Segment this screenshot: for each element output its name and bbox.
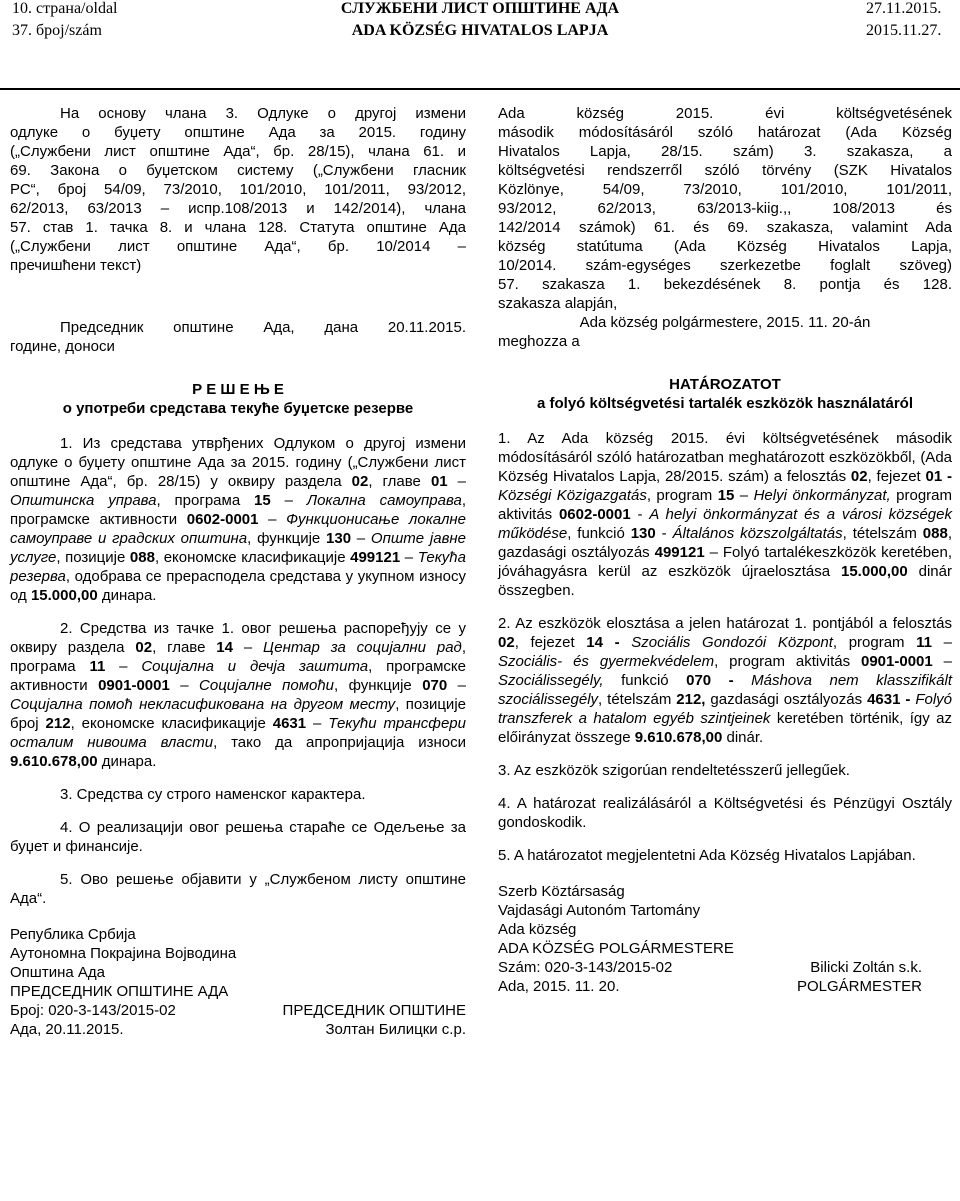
sig-province: Аутономна Покрајина Војводина [10, 945, 237, 962]
sig-municipality: Општина Ада [10, 964, 105, 981]
preamble-line: Hivatalos Lapja, 28/15. szám) 3. szakasza, a [498, 143, 952, 160]
item-2: 2. Средства из тачке 1. овог решења распоређују се у оквиру раздела 02, главе 14 – Центар за социјални рад, програма 11 – Социјална и дечја заштита, програмске активности 0901-0001 – Социјалне помоћи, функције 070 – Социјална помоћ некласификована на другом месту, позиције број 212, економске класификације 4631 – Текући трансфери осталим нивоима власти, тако да апропријација износи 9.610.678,00 динара. [10, 620, 467, 770]
signature-block [10, 925, 466, 1039]
sig-number-row [498, 958, 952, 977]
issue-number: 37. број/szám [12, 22, 102, 39]
preamble-line: Ada község 2015. évi költségvetésének [498, 105, 952, 122]
mayor-line: meghozza a [498, 333, 580, 350]
gazette-title-hu: ADA KÖZSÉG HIVATALOS LAPJA [351, 22, 609, 39]
signature-block [498, 882, 952, 996]
sig-province: Vajdasági Autonóm Tartomány [498, 902, 701, 919]
item-4: 4. О реализацији овог решења стараће се Одељење за буџет и финансије. [10, 819, 466, 855]
sig-number: Szám: 020-3-143/2015-02 [498, 959, 673, 976]
sig-signatory: Золтан Билицки с.р. [325, 1021, 466, 1038]
sig-date: Ада, 20.11.2015. [10, 1021, 124, 1038]
item-5: 5. A határozatot megjelentetni Ada Község Hivatalos Lapjában. [498, 847, 916, 864]
preamble-line: („Службени лист општине Ада“, бр. 28/15), члана 61. и [10, 143, 466, 160]
preamble-line: РС“, број 54/09, 73/2010, 101/2010, 101/2011, 93/2012, [10, 181, 466, 198]
page-number: 10. страна/oldal [12, 0, 118, 17]
preamble-line: 93/2012, 62/2013, 63/2013-kiig.,, 108/2013 és [498, 200, 952, 217]
sig-office: ПРЕДСЕДНИК ОПШТИНЕ АДА [10, 983, 229, 1000]
sig-country: Република Србија [10, 926, 136, 943]
preamble-line: 142/2014 számok) 61. és 69. szakasza, valamint Ada [498, 219, 952, 236]
item-2: 2. Az eszközök elosztása a jelen határozat 1. pontjából a felosztás 02, fejezet 14 - Szociális Gondozói Központ, program 11 – Szociális- és gyermekvédelem, program aktivitás 0901-0001 – Szociálissegély, funkció 070 - Máshova nem klasszifikált szociálissegély, tételszám 212, gazdasági osztályozás 4631 - Folyó transzferek a hatalom egyéb szintjeinek keretében történik, így az előirányzat összege 9.610.678,00 dinár. [498, 615, 952, 746]
item-5: 5. Ово решење објавити у „Службеном листу општине Ада“. [10, 871, 466, 907]
preamble-line: költségvetési rendszerről szóló törvény (SZK Hivatalos [498, 162, 952, 179]
item-3: 3. Az eszközök szigorúan rendeltetésszerű jellegűek. [498, 762, 850, 779]
preamble-line: szakasza alapján, [498, 295, 618, 312]
sig-title: POLGÁRMESTER [796, 978, 922, 995]
hungarian-column [498, 104, 952, 996]
sig-title: ПРЕДСЕДНИК ОПШТИНЕ [282, 1002, 466, 1019]
preamble-line: 69. Закона о буџетском систему („Службени гласник [10, 162, 466, 179]
sig-number-row [10, 1001, 466, 1020]
item-4: 4. A határozat realizálásáról a Költségvetési és Pénzügyi Osztály gondoskodik. [498, 795, 952, 831]
president-line: Председник општине Ада, дана 20.11.2015. [60, 319, 466, 336]
preamble-line: 57. став 1. тачка 8. и члана 128. Статута општине Ада [10, 219, 466, 236]
decision-subtitle: a folyó költségvetési tartalék eszközök használatáról [537, 395, 913, 412]
preamble [498, 104, 952, 313]
preamble-line: Közlönye, 54/09, 73/2010, 101/2010, 101/2011, [498, 181, 952, 198]
item-1: 1. Из средстава утврђених Одлуком о другој измени одлуке о буџету општине Ада за 2015. годину („Службени лист општине Ада“, бр. 28/15) у оквиру раздела 02, главе 01 – Општинска управа, програма 15 – Локална самоуправа, програмске активности 0602-0001 – Функционисање локалне самоуправе и градских општина, функције 130 – Опште јавне услуге, позиције 088, економске класификације 499121 – Текућа резерва, одобрава се прерасподела средстава у укупном износу од 15.000,00 динара. [10, 435, 467, 604]
preamble-line: пречишћени текст) [10, 257, 142, 274]
sig-number: Број: 020-3-143/2015-02 [10, 1002, 176, 1019]
sig-office: ADA KÖZSÉG POLGÁRMESTERE [498, 940, 734, 957]
page-header [0, 0, 960, 92]
decision-title: Р Е Ш Е Њ Е [192, 381, 284, 398]
item-3: 3. Средства су строго наменског карактера. [60, 786, 366, 803]
sig-date-row [10, 1020, 466, 1039]
preamble-line: одлуке о буџету општине Ада за 2015. годину [10, 124, 466, 141]
mayor-line: Ada község polgármestere, 2015. 11. 20-án [579, 314, 871, 331]
president-line: године, доноси [10, 338, 115, 355]
preamble-line: 10/2014. szám-egységes szerkezetbe foglalt szöveg) [498, 257, 952, 274]
preamble-line: („Службени лист општине Ада“, бр. 10/2014 – [10, 238, 466, 255]
date-sr: 27.11.2015. [866, 0, 942, 17]
preamble-line: 62/2013, 63/2013 – испр.108/2013 и 142/2014), члана [10, 200, 466, 217]
preamble-line: második módosításáról szóló határozat (Ada Község [498, 124, 952, 141]
date-hu: 2015.11.27. [866, 22, 942, 39]
sig-signatory: Bilicki Zoltán s.k. [810, 959, 922, 976]
header-divider [0, 88, 960, 90]
serbian-column [10, 104, 466, 1039]
sig-municipality: Ada község [498, 921, 577, 938]
sig-country: Szerb Köztársaság [498, 883, 625, 900]
decision-title: HATÁROZATOT [669, 376, 781, 393]
preamble-line: 57. szakasza 1. bekezdésének 8. pontja és 128. [498, 276, 952, 293]
item-1: 1. Az Ada község 2015. évi költségvetésének második módosításáról szóló határozatban meghatározott eszközökből, (Ada Község Hivatalos Lapja, 28/2015. szám) a felosztás 02, fejezet 01 - Községi Közigazgatás, program 15 – Helyi önkormányzat, program aktivitás 0602-0001 - A helyi önkormányzat és a városi községek működése, funkció 130 - Általános közszolgáltatás, tételszám 088, gazdasági osztályozás 499121 – Folyó tartalékeszközök keretében, jóváhagyásra kerül az eszközök újraelosztása 15.000,00 dinár összegben. [498, 430, 953, 599]
gazette-title-sr: СЛУЖБЕНИ ЛИСТ ОПШТИНЕ АДА [340, 0, 620, 17]
preamble [10, 104, 466, 275]
preamble-line: На основу члана 3. Одлуке о другој измени [60, 105, 466, 122]
sig-date: Ada, 2015. 11. 20. [498, 978, 620, 995]
sig-date-row [498, 977, 952, 996]
preamble-line: község statútuma (Ada Község Hivatalos Lapja, [498, 238, 952, 255]
decision-subtitle: о употреби средстава текуће буџетске резерве [62, 400, 414, 417]
